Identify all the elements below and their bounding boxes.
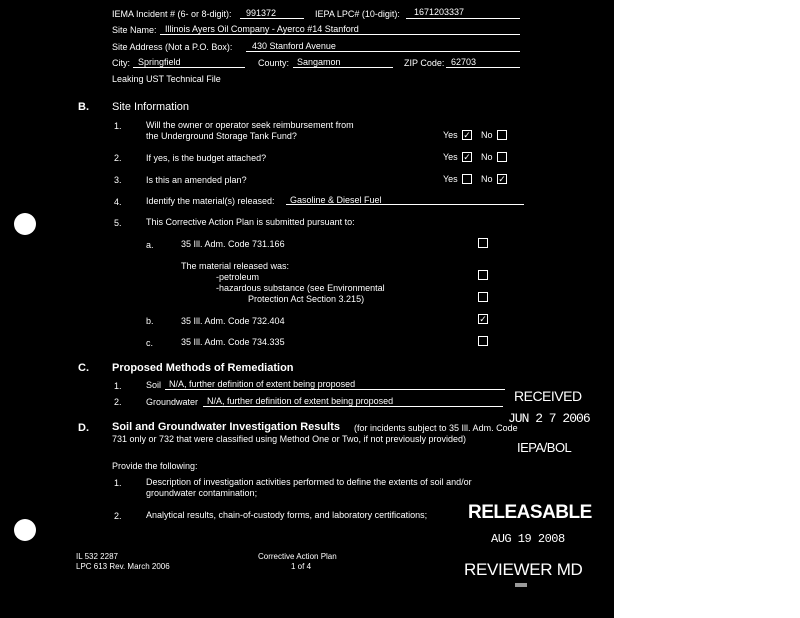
b3-number: 3. <box>114 175 122 185</box>
provide-following: Provide the following: <box>112 461 198 471</box>
reviewer-stamp: REVIEWER MD <box>464 560 583 579</box>
d1-number: 1. <box>114 478 122 488</box>
b5b-letter: b. <box>146 316 154 326</box>
b2-yes-label: Yes <box>443 152 458 162</box>
punch-hole-bottom <box>14 519 36 541</box>
b5a-letter: a. <box>146 240 154 250</box>
b4-number: 4. <box>114 197 122 207</box>
b1-number: 1. <box>114 121 122 131</box>
zip-value: 62703 <box>451 57 477 67</box>
petroleum-checkbox[interactable] <box>478 270 488 280</box>
b5a-code: 35 Ill. Adm. Code 731.166 <box>181 239 285 249</box>
leaking-ust-note: Leaking UST Technical File <box>112 74 221 84</box>
b3-yes-label: Yes <box>443 174 458 184</box>
b3-no-checkbox[interactable]: ✓ <box>498 174 506 184</box>
received-date-stamp: JUN 2 7 2006 <box>508 411 590 426</box>
material-intro: The material released was: <box>181 261 290 271</box>
incident-value: 991372 <box>246 8 277 18</box>
site-address-label: Site Address (Not a P.O. Box): <box>112 42 233 52</box>
hazardous-line1: -hazardous substance (see Environmental <box>216 283 385 293</box>
d1-line2: groundwater contamination; <box>146 488 258 498</box>
b5c-checkbox[interactable] <box>478 336 488 346</box>
section-d-note-line2: 731 only or 732 that were classified using Method One or Two, if not previously provided) <box>112 434 467 444</box>
section-d-note-line1: (for incidents subject to 35 Ill. Adm. Code <box>354 423 518 433</box>
county-value: Sangamon <box>297 57 341 67</box>
c2-underline <box>203 406 503 407</box>
b2-no-label: No <box>481 152 493 162</box>
b5a-checkbox[interactable] <box>478 238 488 248</box>
footer-form-number: IL 532 2287 <box>76 552 118 561</box>
b5c-code: 35 Ill. Adm. Code 734.335 <box>181 337 285 347</box>
zip-underline <box>446 67 520 68</box>
section-c-title: Proposed Methods of Remediation <box>112 362 294 374</box>
d1-line1: Description of investigation activities performed to define the extents of soil and/or <box>146 477 472 487</box>
c1-underline <box>165 389 505 390</box>
b1-no-label: No <box>481 130 493 140</box>
footer-form-title: Corrective Action Plan <box>258 552 337 561</box>
b1-question-line1: Will the owner or operator seek reimbursement from <box>146 120 354 130</box>
zip-label: ZIP Code: <box>404 58 445 68</box>
site-name-label: Site Name: <box>112 25 157 35</box>
city-label: City: <box>112 58 130 68</box>
b1-yes-checkbox[interactable]: ✓ <box>463 130 471 140</box>
footer-revision: LPC 613 Rev. March 2006 <box>76 562 170 571</box>
site-name-underline <box>160 34 520 35</box>
section-b-letter: B. <box>78 101 89 113</box>
site-name-value: Illinois Ayers Oil Company - Ayerco #14 Stanford <box>165 24 359 34</box>
d2-line1: Analytical results, chain-of-custody forms, and laboratory certifications; <box>146 510 428 520</box>
c1-value: N/A, further definition of extent being proposed <box>169 379 356 389</box>
site-address-underline <box>246 51 520 52</box>
b3-no-label: No <box>481 174 493 184</box>
city-value: Springfield <box>138 57 181 67</box>
b5-label: This Corrective Action Plan is submitted pursuant to: <box>146 217 355 227</box>
section-b-title: Site Information <box>112 101 190 113</box>
city-underline <box>133 67 245 68</box>
c2-label: Groundwater <box>146 397 199 407</box>
c2-value: N/A, further definition of extent being proposed <box>207 396 394 406</box>
reviewer-initials-mark <box>515 583 527 587</box>
b2-yes-checkbox[interactable]: ✓ <box>463 152 471 162</box>
iepa-bol-stamp: IEPA/BOL <box>517 440 572 455</box>
b2-number: 2. <box>114 153 122 163</box>
b3-yes-checkbox[interactable] <box>462 174 472 184</box>
b3-question: Is this an amended plan? <box>146 175 247 185</box>
b4-underline <box>286 204 524 205</box>
lpc-underline <box>406 18 520 19</box>
county-underline <box>293 67 393 68</box>
section-c-letter: C. <box>78 362 89 374</box>
c1-number: 1. <box>114 381 122 391</box>
c1-label: Soil <box>146 380 162 390</box>
b5b-checkbox[interactable]: ✓ <box>479 314 487 324</box>
b1-question-line2: the Underground Storage Tank Fund? <box>146 131 297 141</box>
release-date-stamp: AUG 19 2008 <box>491 532 565 546</box>
d2-number: 2. <box>114 511 122 521</box>
b2-question: If yes, is the budget attached? <box>146 153 267 163</box>
b5-number: 5. <box>114 218 122 228</box>
petroleum-label: -petroleum <box>216 272 260 282</box>
incident-underline <box>240 18 304 19</box>
b2-no-checkbox[interactable] <box>497 152 507 162</box>
b5c-letter: c. <box>146 338 154 348</box>
hazardous-checkbox[interactable] <box>478 292 488 302</box>
releasable-stamp: RELEASABLE <box>468 502 592 523</box>
b4-label: Identify the material(s) released: <box>146 196 275 206</box>
hazardous-line2: Protection Act Section 3.215) <box>248 294 365 304</box>
site-address-value: 430 Stanford Avenue <box>252 41 336 51</box>
c2-number: 2. <box>114 397 122 407</box>
section-d-letter: D. <box>78 422 89 434</box>
county-label: County: <box>258 58 290 68</box>
b5b-code: 35 Ill. Adm. Code 732.404 <box>181 316 285 326</box>
b4-value: Gasoline & Diesel Fuel <box>290 195 382 205</box>
lpc-label: IEPA LPC# (10-digit): <box>315 9 400 19</box>
lpc-value: 1671203337 <box>414 7 465 17</box>
b1-yes-label: Yes <box>443 130 458 140</box>
b1-no-checkbox[interactable] <box>497 130 507 140</box>
section-d-title: Soil and Groundwater Investigation Results <box>112 421 340 433</box>
punch-hole-top <box>14 213 36 235</box>
incident-label: IEMA Incident # (6- or 8-digit): <box>112 9 232 19</box>
footer-page-number: 1 of 4 <box>291 562 312 571</box>
received-stamp: RECEIVED <box>514 388 582 404</box>
